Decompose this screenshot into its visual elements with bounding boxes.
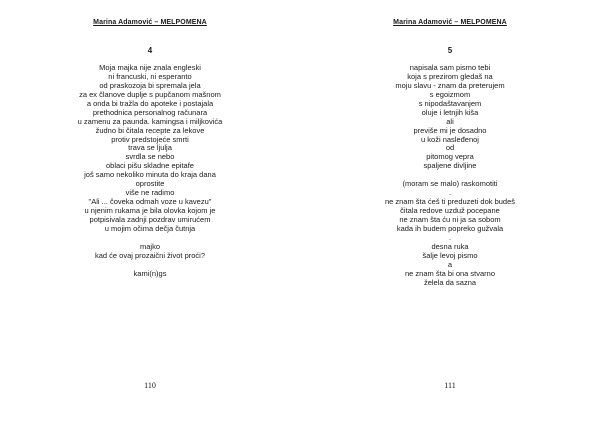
poem-line: Moja majka nije znala engleski — [99, 63, 201, 72]
poem-line: pitomog vepra — [426, 152, 474, 162]
poem-line: trava se ljulja — [128, 143, 172, 153]
poem-line: desna ruka — [431, 241, 469, 251]
chapter-number: 4 — [147, 46, 153, 55]
poem-line: žudno bi čitala recepte za lekove — [95, 125, 205, 135]
running-header: Marina Adamović – MELPOMENA — [393, 19, 507, 26]
poem-line: majko — [139, 241, 160, 251]
page-number: 111 — [444, 381, 456, 390]
poem-line: u njenim rukama je bila olovka kojom je — [84, 206, 216, 215]
poem-line: želela da sazna — [423, 277, 477, 287]
poem-line: s egoizmom — [429, 89, 471, 99]
poem-line: protiv predstojeće smrti — [111, 134, 189, 144]
poem-line: previše mi je dosadno — [413, 125, 487, 135]
page-number: 110 — [144, 381, 156, 390]
poem-line: . — [448, 188, 452, 198]
poem-line: u koži nasleđenoj — [421, 134, 479, 144]
poem-line: za ex članove duplje s pupčanom mašnom — [79, 89, 221, 99]
poem-line: još samo nekoliko minuta do kraja dana — [84, 170, 216, 180]
poem-line: potpisivala zadnji pozdrav umirućem — [89, 214, 211, 224]
poem-line: ne znam šta ću ni ja sa sobom — [399, 214, 501, 224]
poem-text — [0, 64, 300, 279]
poem-line: "Ali ... čoveka odmah voze u kavezu" — [88, 197, 212, 207]
poem-line: oblaci pišu skladne epitafe — [106, 161, 194, 171]
poem-line: spaljene divljine — [423, 161, 477, 171]
poem-text — [300, 64, 600, 287]
poem-line: ni francuski, ni esperanto — [108, 71, 192, 81]
poem-line: moju slavu - znam da preterujem — [395, 80, 505, 90]
poem-line: u mojim očima dečja čutnja — [104, 223, 196, 233]
poem-line: šalje levoj pismo — [422, 250, 478, 260]
poem-line: više ne radimo — [125, 188, 175, 198]
poem-line: ne znam šta ćeš ti preduzeti dok budeš — [384, 197, 516, 207]
poem-line: s nipodaštavanjem — [418, 98, 482, 108]
running-header: Marina Adamović – MELPOMENA — [93, 19, 207, 26]
poem-line: kada ih budem popreko gužvala — [396, 223, 504, 233]
poem-line: u zamenu za paunda. kamingsa i miljkovića — [77, 116, 223, 126]
poem-line: kami(n)gs — [133, 268, 167, 278]
poem-line: kad će ovaj prozaični život proći? — [94, 250, 206, 260]
poem-line: a — [447, 259, 453, 269]
poem-line: ali — [446, 116, 454, 126]
poem-line: . — [448, 232, 452, 242]
poem-line: prethodnica personalnog računara — [92, 107, 208, 117]
chapter-number: 5 — [447, 46, 453, 55]
poem-line: od praskozoja bi spremala jela — [99, 80, 201, 90]
poem-line: čitala redove uzduž pocepane — [400, 206, 500, 215]
poem-line: od — [445, 143, 455, 153]
poem-line: oprostite — [135, 179, 165, 189]
poem-line: (moram se malo) raskomotiti — [402, 179, 498, 189]
poem-line: a onda bi tražla do apoteke i postajala — [86, 98, 214, 108]
poem-line: oluje i letnjih kiša — [421, 107, 479, 117]
poem-line: svrdla se nebo — [125, 152, 175, 162]
poem-line: ne znam šta bi ona stvarno — [404, 268, 496, 278]
poem-line: koja s prezirom gledaš na — [407, 71, 493, 81]
right-page — [300, 0, 600, 425]
poem-line: napisala sam pismo tebi — [409, 63, 491, 72]
